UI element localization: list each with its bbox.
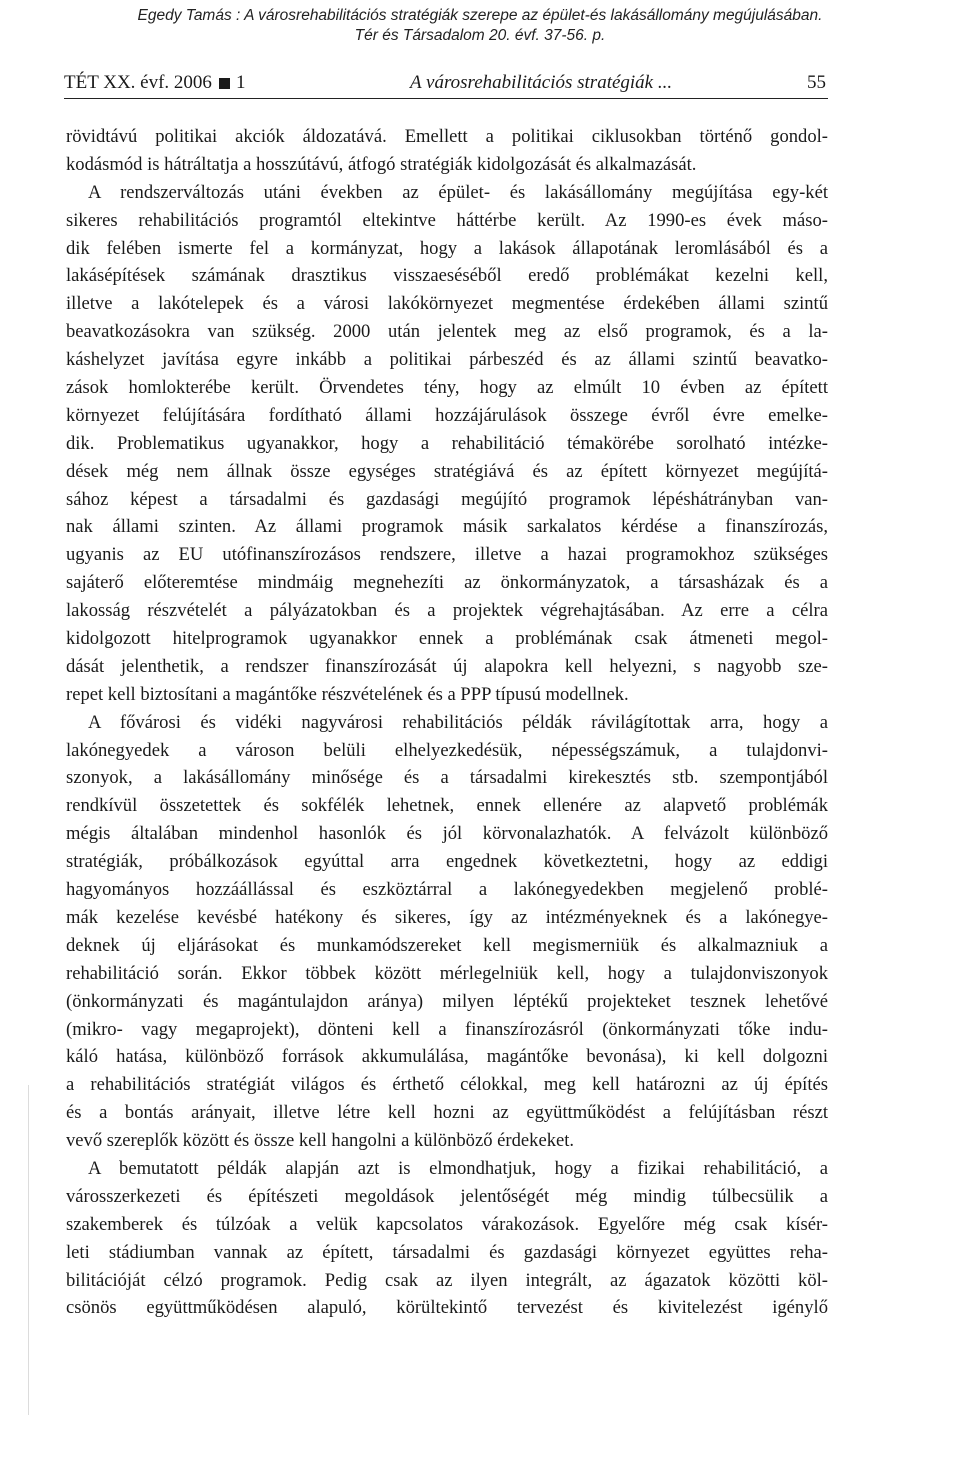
text-line: lakónegyedek a városon belüli elhelyezkedésük, népességszámuk, a tulajdonvi- xyxy=(66,739,828,761)
article-title: A városrehabilitációs stratégiák ... xyxy=(410,72,673,93)
text-line: dik. Problematikus ugyanakkor, hogy a rehabilitáció témakörébe sorolható intézke- xyxy=(66,432,828,454)
text-line: városszerkezeti és építészeti megoldások jelentőségét még mindig túlbecsülik a xyxy=(66,1185,828,1207)
text-line: stratégiák, próbálkozások egyúttal arra engednek következtetni, hogy az eddigi xyxy=(66,851,828,873)
text-line: bilitációját célzó programok. Pedig csak az ilyen integrált, az ágazatok közötti köl- xyxy=(66,1269,828,1291)
text-line: rövidtávú politikai akciók áldozatává. Emellett a politikai ciklusokban történő gondol- xyxy=(66,126,828,147)
text-line: vevő szereplők között és össze kell hangolni a különböző érdekeket. xyxy=(66,1130,575,1152)
paragraph-start-line: A bemutatott példák alapján azt is elmondhatjuk, hogy a fizikai rehabilitáció, a xyxy=(88,1157,828,1179)
citation-line-1: Egedy Tamás : A városrehabilitációs stratégiák szerepe az épület-és lakásállomány megújulásában. xyxy=(137,7,823,24)
text-line: dását jelenthetik, a rendszer finanszírozását új alapokra kell helyezni, s nagyobb sze- xyxy=(66,655,828,677)
text-line: dik felében ismerte fel a kormányzat, hogy a lakások állapotának leromlásából és a xyxy=(66,237,828,259)
page-number: 55 xyxy=(807,72,826,93)
black-square-icon xyxy=(219,78,230,89)
text-line: hagyományos hozzáállással és eszköztárral a lakónegyedekben megjelenő problé- xyxy=(66,879,828,901)
text-line: csönös együttműködésen alapuló, körültekintő tervezést és kivitelezést igénylő xyxy=(66,1297,828,1319)
running-head xyxy=(64,70,828,99)
text-line: sikeres rehabilitációs programtól eltekintve háttérbe került. Az 1990-es évek máso- xyxy=(66,209,828,231)
paragraph-start-line: A fővárosi és vidéki nagyvárosi rehabilitációs példák rávilágítottak arra, hogy a xyxy=(88,711,828,733)
journal-issue: TÉT XX. évf. 2006 xyxy=(64,72,212,93)
text-line: a rehabilitációs stratégiát világos és érthető célokkal, meg kell határozni az új építés xyxy=(66,1074,828,1096)
text-line: ugyanis az EU utófinanszírozásos rendszere, illetve a hazai programokhoz szükséges xyxy=(66,544,828,566)
journal-issue-number: 1 xyxy=(235,72,246,93)
text-line: lakosság részvételét a pályázatokban és a projektek végrehajtásában. Az erre a célra xyxy=(66,600,828,622)
citation-line-2: Tér és Társadalom 20. évf. 37-56. p. xyxy=(354,27,606,44)
text-line: nak állami szinten. Az állami programok másik sarkalatos kérdése a finanszírozás, xyxy=(66,516,828,538)
citation-header xyxy=(0,6,960,46)
text-line: környezet felújítására fordítható állami hozzájárulások összege évről évre emelke- xyxy=(66,404,828,426)
text-line: lakásépítések számának drasztikus visszaeséséből eredő problémákat kezelni kell, xyxy=(66,265,828,287)
text-line: kidolgozott hitelprogramok ugyanakkor ennek a problémának csak átmeneti megol- xyxy=(66,628,828,650)
text-line: deknek új eljárásokat és munkamódszereket kell megismerniük és alkalmazniuk a xyxy=(66,934,828,956)
text-line: káshelyzet javítása egyre inkább a politikai párbeszéd és az állami szintű beavatko- xyxy=(66,349,828,371)
text-line: dések még nem állnak össze egységes stratégiává és az épített környezet megújítá- xyxy=(66,460,828,482)
text-line: és a bontás arányait, illetve létre kell hozni az együttműködést a felújításban részt xyxy=(66,1102,828,1124)
body-text xyxy=(66,123,828,1322)
paragraph-start-line: A rendszerváltozás utáni években az épület- és lakásállomány megújítása egy-két xyxy=(88,181,828,203)
text-line: (mikro- vagy megaprojekt), dönteni kell a finanszírozásról (önkormányzati tőke indu- xyxy=(66,1018,828,1040)
text-line: szonyok, a lakásállomány minősége és a társadalmi kirekesztés stb. szempontjából xyxy=(66,767,828,789)
text-line: mégis általában mindenhol hasonlók és jól körvonalazhatók. A felvázolt különböző xyxy=(66,823,828,845)
text-line: káló hatása, különböző források akkumulálása, magántőke bevonása), ki kell dolgozni xyxy=(66,1046,828,1068)
text-line: mák kezelése kevésbé hatékony és sikeres, így az intézményeknek és a lakónegye- xyxy=(66,906,828,928)
text-line: sajáterő előteremtése mindmáig megnehezíti az önkormányzatok, a társasházak és a xyxy=(66,572,828,594)
text-line: beavatkozásokra van szükség. 2000 után jelentek meg az első programok, és a la- xyxy=(66,321,828,343)
text-line: illetve a lakótelepek és a városi lakókörnyezet megmentése érdekében állami szintű xyxy=(66,293,828,315)
text-line: rehabilitáció során. Ekkor többek között mérlegelniük kell, hogy a tulajdonviszonyok xyxy=(66,962,828,984)
margin-rule xyxy=(28,1085,29,1415)
text-line: zások homlokterébe került. Örvendetes tény, hogy az elmúlt 10 évben az épített xyxy=(66,377,828,399)
text-line: szakemberek és túlzóak a velük kapcsolatos várakozások. Egyelőre még csak kísér- xyxy=(66,1213,828,1235)
text-line: leti stádiumban vannak az épített, társadalmi és gazdasági környezet együttes reha- xyxy=(66,1241,828,1263)
text-line: sához képest a társadalmi és gazdasági megújító programok lépéshátrányban van- xyxy=(66,488,828,510)
text-line: (önkormányzati és magántulajdon aránya) milyen léptékű projekteket tesznek lehetővé xyxy=(66,990,828,1012)
text-line: kodásmód is hátráltatja a hosszútávú, átfogó stratégiák kidolgozását és alkalmazását. xyxy=(66,153,697,175)
text-line: repet kell biztosítani a magántőke részvételének és a PPP típusú modellnek. xyxy=(66,683,629,705)
text-line: rendkívül összetettek és sokfélék lehetnek, ennek ellenére az alapvető problémák xyxy=(66,795,828,817)
journal-reference xyxy=(64,70,245,96)
